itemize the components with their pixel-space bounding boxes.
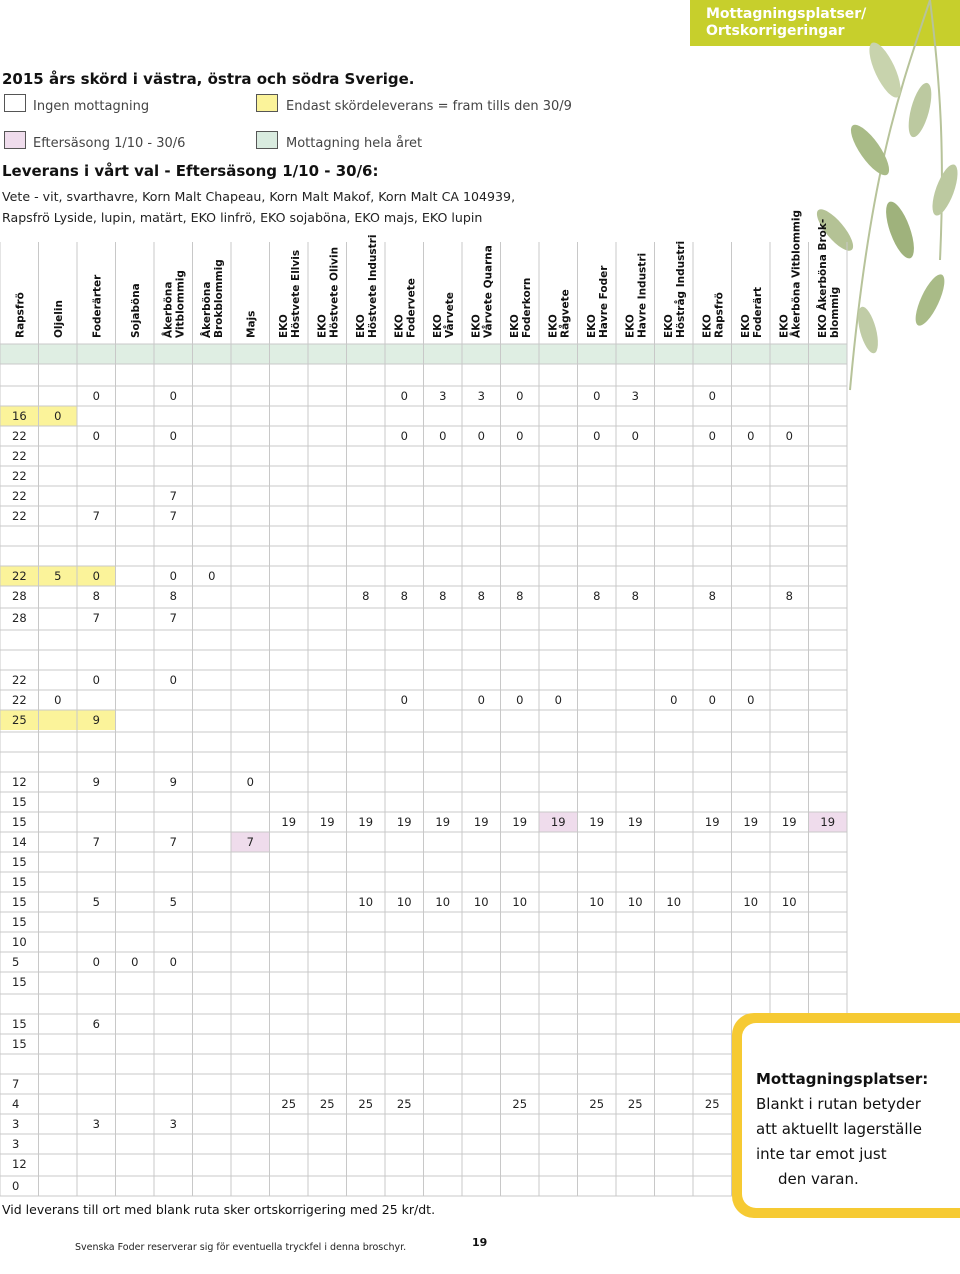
cell-value: 0: [477, 693, 485, 707]
cell-value: 8: [785, 589, 793, 603]
cell-value: 6: [92, 1017, 100, 1031]
cell-value: 0: [169, 569, 177, 583]
cell-value: 14: [12, 835, 27, 849]
cell-value: 0: [554, 693, 562, 707]
delivery-text-line: Vete - vit, svarthavre, Korn Malt Chapeau, Korn Malt Makof, Korn Malt CA 104939,: [2, 189, 516, 204]
cell-value: 10: [743, 895, 759, 909]
cell-value: 0: [400, 693, 408, 707]
column-header-5-0: Åkerböna: [200, 281, 213, 338]
column-header-4-0: Åkerböna: [162, 281, 175, 338]
cell-value: 0: [92, 389, 100, 403]
column-header-19-1: Foderärt: [751, 286, 764, 338]
cell-value: 28: [12, 611, 27, 625]
column-header-21-0: EKO Åkerböna Brok-: [816, 218, 829, 338]
cell-value: 12: [12, 775, 27, 789]
cell-value: 0: [439, 429, 447, 443]
column-header-8-0: EKO: [316, 314, 329, 338]
cell-value: 0: [246, 775, 254, 789]
column-header-13-1: Foderkorn: [520, 277, 533, 338]
cell-value: 8: [439, 589, 447, 603]
column-header-17-0: EKO: [662, 314, 675, 338]
cell-value: 0: [785, 429, 793, 443]
page-number: 19: [472, 1236, 488, 1249]
cell-value: 0: [477, 429, 485, 443]
cell-value: 25: [358, 1097, 374, 1111]
column-header-10-0: EKO: [393, 314, 406, 338]
cell-value: 19: [781, 815, 797, 829]
column-header-9-1: Höstvete Industri: [366, 234, 379, 338]
cell-value: 10: [666, 895, 682, 909]
cell-value: 25: [281, 1097, 297, 1111]
cell-value: 9: [92, 775, 100, 789]
column-header-6-0: Majs: [245, 310, 258, 338]
cell-value: 19: [319, 815, 335, 829]
cell-value: 10: [358, 895, 374, 909]
cell-value: 25: [396, 1097, 412, 1111]
cell-value: 8: [593, 589, 601, 603]
column-header-0-0: Rapsfrö: [14, 292, 27, 338]
cell-value: 10: [396, 895, 412, 909]
cell-value: 4: [12, 1097, 20, 1111]
column-header-7-0: EKO: [277, 314, 290, 338]
cell-value: 15: [12, 895, 27, 909]
cell-value: 15: [12, 915, 27, 929]
cell-value: 0: [92, 955, 100, 969]
cell-value: 3: [12, 1137, 20, 1151]
delivery-heading: Leverans i vårt val - Eftersäsong 1/10 - 30/6:: [2, 162, 379, 180]
cell-value: 22: [12, 673, 27, 687]
cell-value: 7: [169, 835, 177, 849]
cell-value: 22: [12, 693, 27, 707]
column-header-14-1: Rågvete: [559, 289, 572, 338]
cell-value: 0: [593, 429, 601, 443]
cell-value: 0: [708, 389, 716, 403]
cell-value: 7: [169, 611, 177, 625]
cell-value: 22: [12, 509, 27, 523]
cell-value: 8: [362, 589, 370, 603]
cell-value: 0: [169, 429, 177, 443]
column-header-14-0: EKO: [547, 314, 560, 338]
cell-value: 15: [12, 1017, 27, 1031]
cell-value: 0: [208, 569, 216, 583]
cell-value: 15: [12, 815, 27, 829]
cell-value: 0: [54, 409, 62, 423]
cell-value: 10: [781, 895, 797, 909]
cell-value: 25: [589, 1097, 605, 1111]
column-header-16-1: Havre Industri: [636, 252, 649, 338]
cell-value: 3: [439, 389, 447, 403]
cell-value: 8: [169, 589, 177, 603]
cell-value: 0: [54, 693, 62, 707]
column-header-18-1: Rapsfrö: [713, 292, 726, 338]
cell-value: 0: [670, 693, 678, 707]
cell-value: 8: [708, 589, 716, 603]
cell-value: 0: [516, 429, 524, 443]
cell-value: 15: [12, 795, 27, 809]
cell-value: 8: [92, 589, 100, 603]
cell-value: 0: [12, 1179, 20, 1193]
banner-line-2: Ortskorrigeringar: [706, 23, 845, 39]
cell-value: 25: [12, 713, 27, 727]
banner-line-1: Mottagningsplatser/: [706, 6, 867, 22]
column-header-7-1: Höstvete Ellvis: [289, 249, 302, 338]
cell-value: 10: [512, 895, 528, 909]
column-header-12-0: EKO: [470, 314, 483, 338]
cell-value: 19: [589, 815, 605, 829]
cell-value: 28: [12, 589, 27, 603]
cell-value: 0: [169, 389, 177, 403]
cell-value: 5: [12, 955, 20, 969]
cell-value: 0: [400, 389, 408, 403]
cell-value: 0: [92, 569, 100, 583]
cell-value: 8: [516, 589, 524, 603]
cell-value: 9: [92, 713, 100, 727]
cell-fill: [39, 710, 78, 730]
cell-value: 19: [550, 815, 566, 829]
cell-value: 0: [747, 693, 755, 707]
cell-value: 8: [631, 589, 639, 603]
page-title: 2015 års skörd i västra, östra och södra Sverige.: [2, 70, 415, 88]
cell-value: 7: [169, 489, 177, 503]
legend-label-harvest: Endast skördeleverans = fram tills den 30/9: [286, 99, 572, 114]
column-header-13-0: EKO: [508, 314, 521, 338]
cell-value: 16: [12, 409, 27, 423]
cell-value: 22: [12, 429, 27, 443]
cell-value: 19: [820, 815, 836, 829]
cell-value: 0: [169, 673, 177, 687]
cell-value: 19: [473, 815, 489, 829]
cell-value: 0: [747, 429, 755, 443]
callout-body: [756, 1092, 956, 1192]
column-header-18-0: EKO: [701, 314, 714, 338]
cell-value: 7: [169, 509, 177, 523]
cell-value: 0: [593, 389, 601, 403]
cell-value: 0: [169, 955, 177, 969]
cell-value: 0: [131, 955, 139, 969]
cell-value: 19: [281, 815, 297, 829]
cell-value: 7: [92, 835, 100, 849]
column-header-5-1: Brokblommig: [212, 259, 225, 338]
cell-value: 15: [12, 855, 27, 869]
column-header-2-0: Foderärter: [91, 274, 104, 338]
cell-value: 22: [12, 569, 27, 583]
cell-value: 5: [92, 895, 100, 909]
cell-value: 10: [435, 895, 451, 909]
cell-value: 7: [246, 835, 254, 849]
cell-value: 0: [516, 693, 524, 707]
cell-value: 7: [12, 1077, 20, 1091]
cell-value: 15: [12, 975, 27, 989]
footnote: Vid leverans till ort med blank ruta sker ortskorrigering med 25 kr/dt.: [2, 1202, 436, 1217]
legend-label-none: Ingen mottagning: [33, 99, 150, 114]
column-header-11-0: EKO: [431, 314, 444, 338]
column-header-9-0: EKO: [354, 314, 367, 338]
cell-value: 22: [12, 489, 27, 503]
cell-value: 3: [12, 1117, 20, 1131]
callout-line: att aktuellt lagerställe: [756, 1120, 922, 1138]
legend-label-postseason: Eftersäsong 1/10 - 30/6: [33, 136, 186, 151]
cell-value: 25: [627, 1097, 643, 1111]
cell-value: 10: [589, 895, 605, 909]
cell-value: 7: [92, 611, 100, 625]
column-header-20-0: EKO: [778, 314, 791, 338]
column-header-4-1: Vitblommig: [174, 270, 187, 338]
callout-line: den varan.: [778, 1170, 859, 1188]
cell-value: 5: [54, 569, 62, 583]
cell-value: 19: [435, 815, 451, 829]
cell-value: 12: [12, 1157, 27, 1171]
column-header-19-0: EKO: [739, 314, 752, 338]
cell-value: 25: [319, 1097, 335, 1111]
cell-value: 5: [169, 895, 177, 909]
cell-value: 3: [92, 1117, 100, 1131]
callout-line: inte tar emot just: [756, 1145, 887, 1163]
cell-value: 15: [12, 1037, 27, 1051]
column-header-16-0: EKO: [624, 314, 637, 338]
cell-value: 15: [12, 875, 27, 889]
cell-value: 0: [708, 693, 716, 707]
cell-value: 3: [477, 389, 485, 403]
column-header-20-1: Åkerböna Vitblommig: [790, 210, 803, 338]
cell-value: 19: [512, 815, 528, 829]
column-header-15-0: EKO: [585, 314, 598, 338]
cell-value: 10: [627, 895, 643, 909]
column-header-1-0: Oljelin: [52, 300, 65, 338]
cell-value: 22: [12, 469, 27, 483]
cell-value: 25: [512, 1097, 528, 1111]
column-header-3-0: Sojaböna: [129, 283, 142, 338]
legend-label-allyear: Mottagning hela året: [286, 136, 423, 151]
disclaimer: Svenska Foder reserverar sig för eventuella tryckfel i denna broschyr.: [75, 1242, 407, 1253]
cell-value: 0: [400, 429, 408, 443]
callout-line: Blankt i rutan betyder: [756, 1095, 921, 1113]
cell-value: 10: [12, 935, 27, 949]
cell-value: 0: [708, 429, 716, 443]
cell-value: 8: [400, 589, 408, 603]
delivery-text-line: Rapsfrö Lyside, lupin, matärt, EKO linfrö, EKO sojaböna, EKO majs, EKO lupin: [2, 210, 483, 225]
column-header-10-1: Fodervete: [405, 278, 418, 338]
column-header-21-1: blommig: [828, 286, 841, 338]
cell-value: 19: [627, 815, 643, 829]
cell-value: 0: [516, 389, 524, 403]
cell-value: 19: [358, 815, 374, 829]
cell-value: 3: [169, 1117, 177, 1131]
column-header-15-1: Havre Foder: [597, 265, 610, 338]
cell-value: 8: [477, 589, 485, 603]
cell-value: 22: [12, 449, 27, 463]
cell-value: 19: [396, 815, 412, 829]
column-header-8-1: Höstvete Olivin: [328, 246, 341, 338]
column-header-17-1: Höstråg Industri: [674, 240, 687, 338]
cell-value: 3: [631, 389, 639, 403]
column-header-12-1: Vårvete Quarna: [482, 245, 495, 338]
cell-value: 19: [704, 815, 720, 829]
cell-value: 19: [743, 815, 759, 829]
cell-value: 0: [92, 673, 100, 687]
cell-value: 7: [92, 509, 100, 523]
cell-value: 0: [92, 429, 100, 443]
callout-title: Mottagningsplatser:: [756, 1070, 929, 1088]
column-header-11-1: Vårvete: [443, 292, 456, 338]
cell-value: 25: [704, 1097, 720, 1111]
cell-value: 10: [473, 895, 489, 909]
cell-value: 0: [631, 429, 639, 443]
cell-value: 9: [169, 775, 177, 789]
